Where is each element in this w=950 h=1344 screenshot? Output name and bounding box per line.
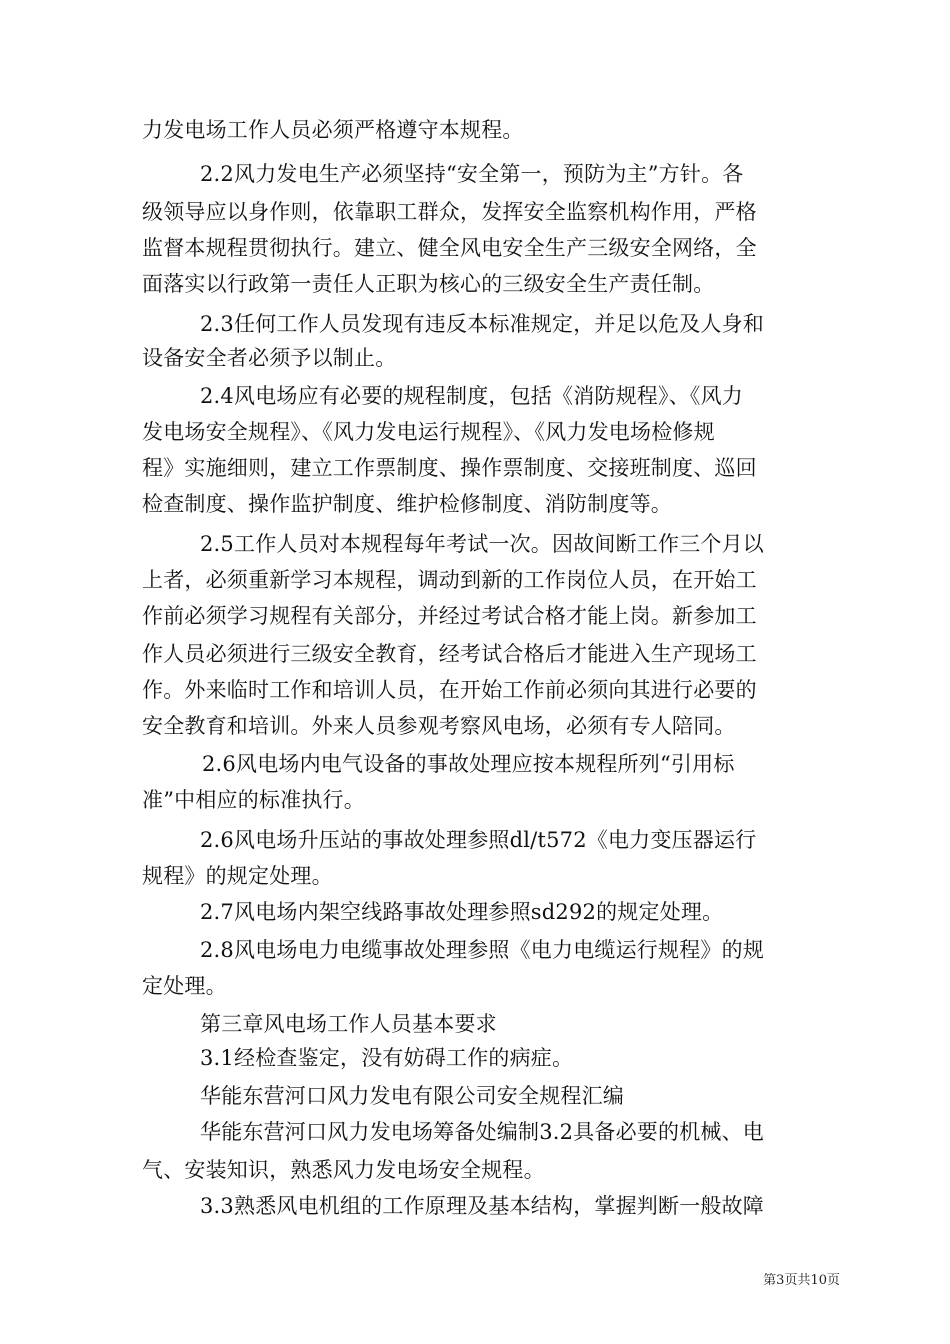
- text-line: 准”中相应的标准执行。: [142, 788, 365, 812]
- text-line: 2.7风电场内架空线路事故处理参照sd292的规定处理。: [200, 900, 724, 924]
- text-line: 作。外来临时工作和培训人员，在开始工作前必须向其进行必要的: [142, 678, 757, 702]
- text-line: 作人员必须进行三级安全教育，经考试合格后才能进入生产现场工: [142, 642, 757, 666]
- text-line: 华能东营河口风力发电场筹备处编制3.2具备必要的机械、电: [200, 1120, 764, 1144]
- text-line: 级领导应以身作则，依靠职工群众，发挥安全监察机构作用，严格: [142, 200, 757, 224]
- text-line: 2.3任何工作人员发现有违反本标准规定，并足以危及人身和: [200, 312, 764, 336]
- text-line: 气、安装知识，熟悉风力发电场安全规程。: [142, 1158, 545, 1182]
- text-line: 规程》的规定处理。: [142, 864, 333, 888]
- text-line: 3.3熟悉风电机组的工作原理及基本结构，掌握判断一般故障: [200, 1194, 764, 1218]
- text-line: 2.6风电场内电气设备的事故处理应按本规程所列“引用标: [202, 752, 735, 776]
- text-line: 华能东营河口风力发电有限公司安全规程汇编: [200, 1084, 624, 1108]
- text-line: 2.2风力发电生产必须坚持“安全第一，预防为主”方针。各: [200, 162, 744, 186]
- text-line: 发电场安全规程》、《风力发电运行规程》、《风力发电场检修规: [142, 420, 715, 444]
- text-line: 3.1经检查鉴定，没有妨碍工作的病症。: [200, 1046, 574, 1070]
- text-line: 设备安全者必须予以制止。: [142, 346, 397, 370]
- text-line: 2.5工作人员对本规程每年考试一次。因故间断工作三个月以: [200, 532, 764, 556]
- text-line: 面落实以行政第一责任人正职为核心的三级安全生产责任制。: [142, 272, 715, 296]
- page-number: 第3页共10页: [763, 1273, 840, 1288]
- text-line: 2.8风电场电力电缆事故处理参照《电力电缆运行规程》的规: [200, 938, 764, 962]
- chapter-heading: 第三章风电场工作人员基本要求: [200, 1012, 497, 1036]
- text-line: 安全教育和培训。外来人员参观考察风电场，必须有专人陪同。: [142, 714, 736, 738]
- text-line: 监督本规程贯彻执行。建立、健全风电安全生产三级安全网络，全: [142, 236, 757, 260]
- text-line: 上者，必须重新学习本规程，调动到新的工作岗位人员，在开始工: [142, 568, 757, 592]
- text-line: 检查制度、操作监护制度、维护检修制度、消防制度等。: [142, 492, 672, 516]
- text-line: 定处理。: [142, 974, 227, 998]
- text-line: 程》实施细则，建立工作票制度、操作票制度、交接班制度、巡回: [142, 456, 757, 480]
- text-line: 2.4风电场应有必要的规程制度，包括《消防规程》、《风力: [200, 384, 743, 408]
- text-line: 力发电场工作人员必须严格遵守本规程。: [142, 118, 524, 142]
- text-line: 2.6风电场升压站的事故处理参照dl/t572《电力变压器运行: [200, 828, 757, 852]
- text-line: 作前必须学习规程有关部分，并经过考试合格才能上岗。新参加工: [142, 604, 757, 628]
